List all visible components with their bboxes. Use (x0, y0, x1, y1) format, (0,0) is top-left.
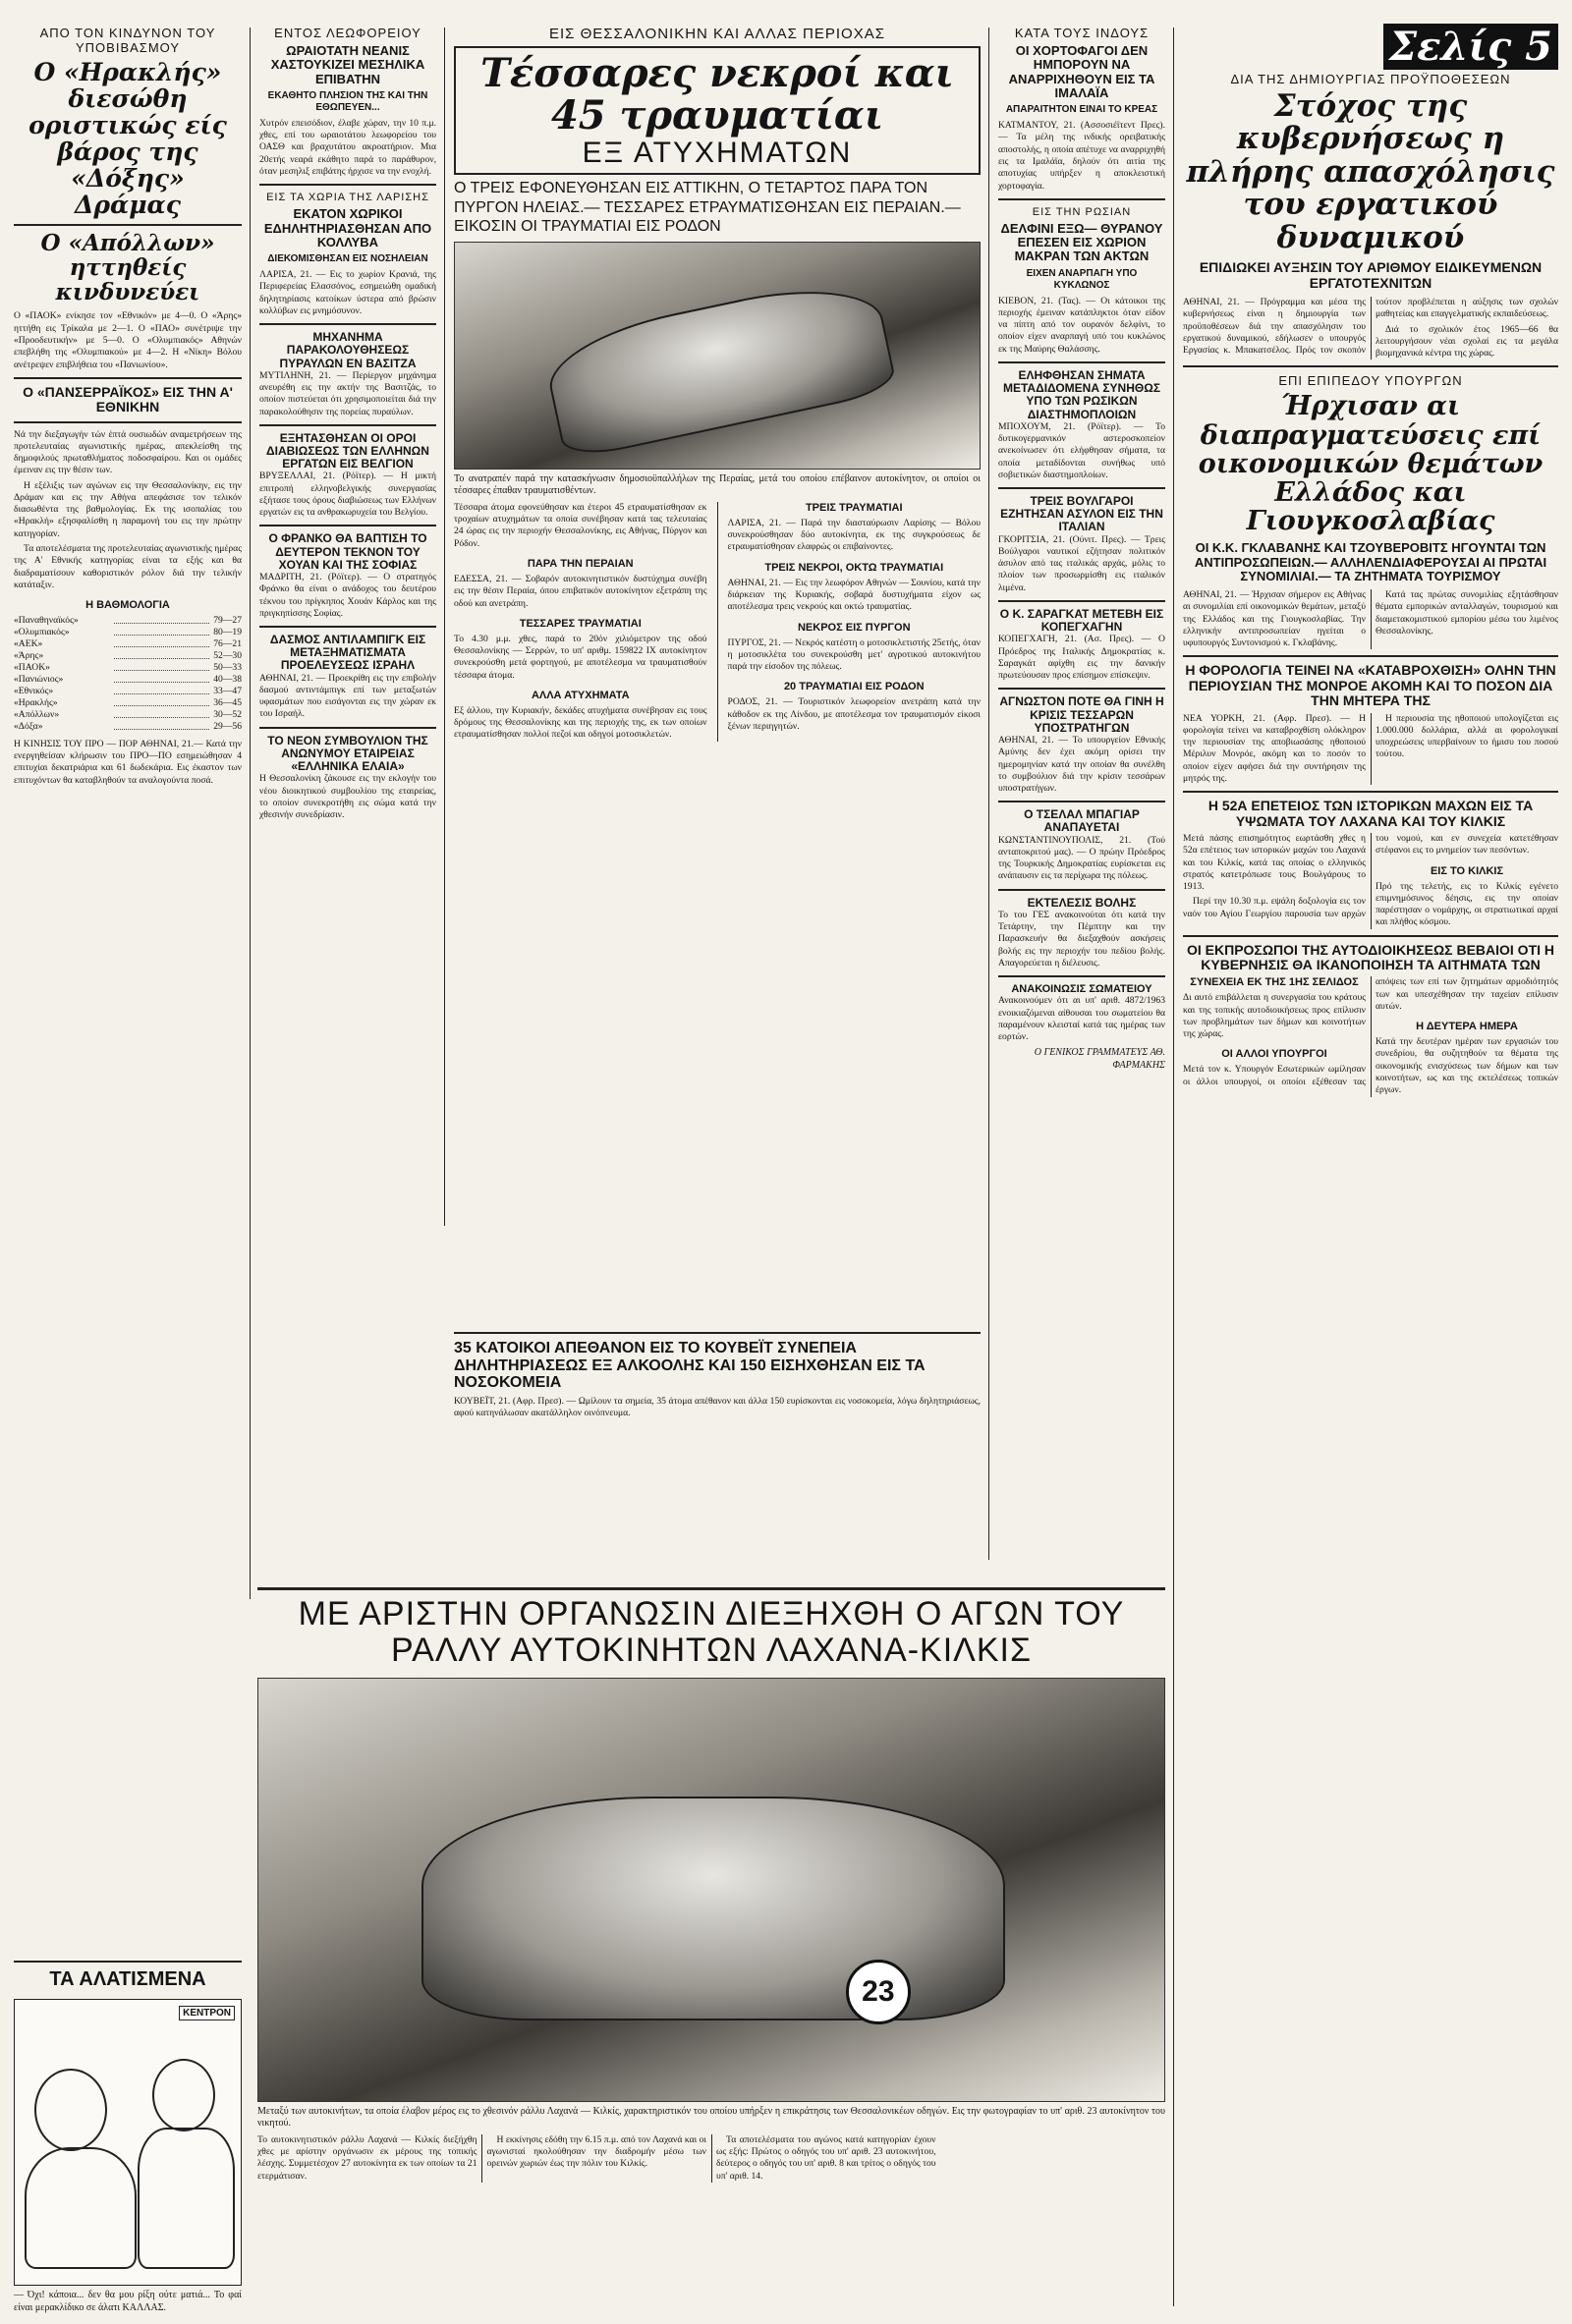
accidents-body: ΡΟΔΟΣ, 21. — Τουριστικόν λεωφορείον ανετράπη κατά την κάθοδον εκ της Λίνδου, με αποτέλεσμα τον τραυματισμόν είκοσι ξένων περιηγητών. (727, 696, 981, 732)
franco-body: ΜΑΔΡΙΤΗ, 21. (Ρόϊτερ). — Ο στρατηγός Φράνκο θα είναι ο ανάδοχος του δευτέρου τέκνου του πρίγκηπος Χουάν Κάρλος και της πριγκηπίσσης Σοφίας. (259, 571, 436, 619)
sports-body: Η εξέλιξις των αγώνων εις την Θεσσαλονίκην, εις την Δράμαν και εις την Αθήνα απεφάσισε τον τελικόν διασωθέντα της βαθμολογίας. Εκ της ισοπαλίας του «Ηρακλή» εξησφαλίσθη η παραμονή του εις την πρώτην κατηγορίαν. (14, 479, 242, 539)
india-kicker: ΚΑΤΑ ΤΟΥΣ ΙΝΔΟΥΣ (1014, 26, 1150, 40)
saragat-body: ΚΟΠΕΓΧΑΓΗ, 21. (Ασ. Πρες). — Ο Πρόεδρος της Ιταλικής Δημοκρατίας κ. Σαραγκάτ αφίχθη εις την δανικήν πρωτεύουσαν προς επίσημον επίσκεψιν. (998, 634, 1165, 682)
divider (1183, 791, 1558, 793)
divider (998, 688, 1165, 690)
accidents-body: Εξ άλλου, την Κυριακήν, δεκάδες ατυχήματα συνέβησαν εις τους δρόμους της Θεσσαλονίκης και της περιοχής της, εκ των οποίων ετραυματίσθησαν πολλοί πεζοί και οδηγοί μοτοσικλετών. (454, 704, 707, 741)
rally-headline: ΜΕ ΑΡΙΣΤΗΝ ΟΡΓΑΝΩΣΙΝ ΔΙΕΞΗΧΘΗ Ο ΑΓΩΝ ΤΟΥ ΡΑΛΛΥ ΑΥΤΟΚΙΝΗΤΩΝ ΛΑΧΑΝΑ-ΚΙΛΚΙΣ (298, 1595, 1125, 1670)
team-name: «Άρης» (14, 650, 44, 661)
rally-car (421, 1797, 1005, 2020)
second-day-subhead: Η ΔΕΥΤΕΡΑ ΗΜΕΡΑ (1416, 1021, 1518, 1033)
larissa-kicker: ΕΙΣ ΤΑ ΧΩΡΙΑ ΤΗΣ ΛΑΡΙΣΗΣ (266, 192, 429, 204)
divider (998, 801, 1165, 802)
accident-photo-caption: Το ανατραπέν παρά την κατασκήνωσιν δημοσιοϋπαλλήλων της Περαίας, μετά του οποίου επέβαινον αυτοκίνητον, οι οποίοι οι τέσσαρες έπαθαν τραυματισθέντων. (454, 472, 981, 497)
bulgarians-body: ΓΚΟΡΙΤΣΙΑ, 21. (Ούνιτ. Πρες). — Τρεις Βούλγαροι ναυτικοί εζήτησαν πολιτικόν άσυλον από τας ιταλικάς αρχάς, μόλις το πλοίον των προσωρμίσθη εις ιταλικόν λιμένα. (998, 533, 1165, 593)
saragat-headline: Ο Κ. ΣΑΡΑΓΚΑΤ ΜΕΤΕΒΗ ΕΙΣ ΚΟΠΕΓΧΑΓΗΝ (999, 606, 1164, 635)
leader-dots (114, 615, 210, 624)
bayar-body: ΚΩΝΣΤΑΝΤΙΝΟΥΠΟΛΙΣ, 21. (Τού ανταποκριτού μας). — Ο πρώην Πρόεδρος της Τουρκικής Δημοκρατίας ευρίσκεται εις ανάπαυσιν εις τα περίχωρα της πόλεως. (998, 834, 1165, 882)
yugoslavia-deck: ΟΙ Κ.Κ. ΓΚΛΑΒΑΝΗΣ ΚΑΙ ΤΖΟΥΒΕΡΟΒΙΤΣ ΗΓΟΥΝΤΑΙ ΤΩΝ ΑΝΤΙΠΡΟΣΩΠΕΙΩΝ.— ΑΛΛΗΛΕΝΔΙΑΦΕΡΟΥΣΑΙ ΑΙ ΠΡΩΤΑΙ ΣΥΝΟΜΙΛΙΑΙ.— ΤΑ ΖΗΤΗΜΑΤΑ ΤΟΥΡΙΣΜΟΥ (1194, 540, 1547, 583)
divider (259, 626, 436, 628)
column-rule (444, 28, 445, 1226)
cartoon-figure-head (152, 2059, 215, 2131)
rally-body: Το αυτοκινητιστικόν ράλλυ Λαχανά — Κιλκίς διεξήχθη χθες με αρίστην οργάνωσιν εκ μέρους της τοπικής λέσχης. Συμμετέσχον 27 αυτοκίνητα εκ των οποίων τα 21 ετερμάτισαν. (257, 2133, 477, 2182)
employment-body: Διά το σχολικόν έτος 1965—66 θα λειτουργήσουν νέαι σχολαί εις τα μεγάλα βιομηχανικά κέντρα της χώρας. (1376, 323, 1558, 360)
accidents-headline-box (454, 46, 981, 175)
rally-caption: Μεταξύ των αυτοκινήτων, τα οποία έλαβον μέρος εις το χθεσινόν ράλλυ Λαχανά — Κιλκίς, χαρακτηριστικόν του οποίου υπήρξεν η επικράτησις των Θεσσαλονικέων οδηγών. Εις την φωτογραφίαν το υπ' αριθ. 23 αυτοκίνητον του νικητού. (257, 2105, 1165, 2130)
column-rule (250, 28, 251, 1599)
standings-row (14, 674, 242, 686)
divider (14, 377, 242, 379)
accidents-body: ΛΑΡΙΣΑ, 21. — Παρά την διασταύρωσιν Λαρίσης — Βόλου συνεκρούσθησαν δύο αυτοκίνητα, εκ της συγκρούσεως δε ετραυματίσθησαν ελαφρώς οι επιβαίνοντες. (727, 517, 981, 553)
anniversary-body: Πρό της τελετής, εις το Κιλκίς εγένετο επιμνημόσυνος δέησις, εις την οποίαν παρέστησαν ο νομάρχης, οι στρατιωτικαί αρχαί και πλήθος κόσμου. (1376, 880, 1558, 928)
dolphin-headline: ΔΕΛΦΙΝΙ ΕΞΩ— ΘΥΡΑΝΟΥ ΕΠΕΣΕΝ ΕΙΣ ΧΩΡΙΟΝ ΜΑΚΡΑΝ ΤΩΝ ΑΚΤΩΝ (1000, 220, 1163, 264)
accident-photo (454, 242, 981, 470)
accidents-col-b (728, 502, 982, 742)
team-goals: 76—21 (213, 638, 242, 650)
team-name: «Πανιώνιος» (14, 673, 64, 685)
accidents-deck: Ο ΤΡΕΙΣ ΕΦΟΝΕΥΘΗΣΑΝ ΕΙΣ ΑΤΤΙΚΗΝ, Ο ΤΕΤΑΡΤΟΣ ΠΑΡΑ ΤΟΝ ΠΥΡΓΟΝ ΗΛΕΙΑΣ.— ΤΕΣΣΑΡΕΣ ΕΤΡΑΥΜΑΤΙΣΘΗΣΑΝ ΕΙΣ ΠΕΡΑΙΑΝ.— ΕΙΚΟΣΙΝ ΟΙ ΤΡΑΥΜΑΤΙΑΙ ΕΙΣ ΡΟΔΟΝ (454, 180, 961, 235)
apollon-headline: Ο «Απόλλων» ηττηθείς κινδυνεύει (40, 230, 215, 305)
leader-dots (114, 721, 210, 730)
divider (998, 487, 1165, 489)
leader-dots (114, 662, 210, 671)
peraia-subhead: ΠΑΡΑ ΤΗΝ ΠΕΡΑΙΑΝ (527, 558, 634, 570)
union-notice-body: Ανακοινούμεν ότι αι υπ' αριθ. 4872/1963 ενοικιαζόμεναι αίθουσαι του σωματείου θα παραμένουν κλεισταί κατά τας ημέρας των εορτών. (998, 995, 1165, 1043)
rally-car-number: 23 (846, 1960, 911, 2024)
accidents-body: Το 4.30 μ.μ. χθες, παρά το 20όν χιλιόμετρον της οδού Θεσσαλονίκης — Σερρών, το υπ' αριθμ. 159822 ΙΧ αυτοκίνητον συνεκρούσθη μετά φορτηγού, με αποτέλεσμα να τραυματισθούν τέσσαρα άτομα. (454, 633, 707, 681)
team-goals: 40—38 (213, 673, 242, 685)
standings-row (14, 721, 242, 733)
pyrgos-subhead: ΝΕΚΡΟΣ ΕΙΣ ΠΥΡΓΟΝ (797, 621, 911, 634)
monroe-headline: Η ΦΟΡΟΛΟΓΙΑ ΤΕΙΝΕΙ ΝΑ «ΚΑΤΑΒΡΟΧΘΙΣΗ» ΟΛΗΝ ΤΗΝ ΠΕΡΙΟΥΣΙΑΝ ΤΗΣ ΜΟΝΡΟΕ ΑΚΟΜΗ ΚΑΙ ΤΟ ΠΟΣΟΝ ΔΙΑ ΤΗΝ ΜΗΤΕΡΑ ΤΗΣ (1185, 662, 1556, 709)
rally-text (257, 2134, 1165, 2183)
standings-row (14, 697, 242, 709)
bulgarians-headline: ΤΡΕΙΣ ΒΟΥΛΓΑΡΟΙ ΕΖΗΤΗΣΑΝ ΑΣΥΛΟΝ ΕΙΣ ΤΗΝ ΙΤΑΛΙΑΝ (1000, 494, 1163, 534)
sports-body: Η ΚΙΝΗΣΙΣ ΤΟΥ ΠΡΟ — ΠΟΡ ΑΘΗΝΑΙ, 21.— Κατά την ενεργηθείσαν κλήρωσιν του ΠΡΟ—ΠΟ εσημειώθησαν 4 επιτυχίαι δεκατριάρια και 61 δωδεκάρια. Εις έκαστον των επιτυχόντων θα καταβληθούν τα αναλογούντα ποσά. (14, 738, 242, 786)
divider (259, 727, 436, 729)
cartoon-signature: ΚΕΝΤΡΟΝ (179, 2006, 235, 2020)
three-dead-subhead: ΤΡΕΙΣ ΝΕΚΡΟΙ, ΟΚΤΩ ΤΡΑΥΜΑΤΙΑΙ (764, 561, 944, 574)
team-name: «Δόξα» (14, 720, 43, 732)
poisoning-body: ΛΑΡΙΣΑ, 21. — Εις το χωρίον Κρανιά, της Περιφερείας Ελασσόνος, εσημειώθη ομαδική δηλητηρίασις κατοίκων ύστερα από βρώσιν κολλύβων εις μνημόσυνον. (259, 269, 436, 316)
column-politics (1183, 24, 1558, 1097)
cartoon-figure-body (138, 2128, 235, 2269)
column-rule (1173, 28, 1174, 2306)
panserraikos-subhead: Ο «ΠΑΝΣΕΡΡΑΪΚΟΣ» ΕΙΣ ΤΗΝ Α' ΕΘΝΙΚΗΝ (23, 383, 233, 415)
russia-kicker: ΕΙΣ ΤΗΝ ΡΩΣΙΑΝ (1032, 205, 1132, 218)
standings-row (14, 627, 242, 638)
leader-dots (114, 697, 210, 706)
monroe-body: Η περιουσία της ηθοποιού υπολογίζεται εις 1.000.000 δολλάρια, αλλά αι φορολογικαί υποχρεώσεις υπερβαίνουν το ήμισυ του ποσού τούτου. (1376, 712, 1558, 760)
page-number-logo: Σελίς 5 (1383, 24, 1558, 70)
sports-intro: Ο «ΠΑΟΚ» ενίκησε τον «Εθνικόν» με 4—0. Ο «Άρης» ηττήθη εις Τρίκαλα με 2—1. Ο «ΠΑΟ» συνέτριψε την «Προοδευτικήν» με 5—0. Ο «Ολυμπιακός» Αθηνών επεβλήθη της «Ολυμπιακού» με 4—2. Η «Νίκη» Βόλου ανέτρεψεν επιβλήθεια του «Πανιωνίου». (14, 310, 242, 370)
belgium-headline: ΕΞΗΤΑΣΘΗΣΑΝ ΟΙ ΟΡΟΙ ΔΙΑΒΙΩΣΕΩΣ ΤΩΝ ΕΛΛΗΝΩΝ ΕΡΓΑΤΩΝ ΕΙΣ ΒΕΛΓΙΟΝ (266, 430, 429, 471)
accidents-col-a (454, 502, 707, 742)
employment-body: ΑΘΗΝΑΙ, 21. — Πρόγραμμα και μέσα της κυβερνήσεως είναι η δημιουργία των προϋποθέσεων διά την απασχόλησιν του εργατικού δυναμικού, εδήλωσεν ο υπουργός Εργασίας κ. Μπακατσέλος. Πρός τον σκοπόν τούτον προβλέπεται η αύξησις των σχολών μαθητείας και επαγγελματικής εκπαιδεύσεως. (1183, 297, 1558, 357)
cartoon-caption: — Όχι! κάποια... δεν θα μου ρίξη ούτε ματιά... Το φαί είναι μερακλίδικο σε άλατι ΚΑΛΛΑΣ. (14, 2290, 242, 2313)
local-govt-body: Κατά την δευτέραν ημέραν των εργασιών του συνεδρίου, θα συζητηθούν τα θέματα της οικονομικής ενισχύσεως των δήμων και των κοινοτήτων, ως και της εκτελέσεως τοπικών έργων. (1376, 1036, 1558, 1096)
accidents-body: ΕΔΕΣΣΑ, 21. — Σοβαρόν αυτοκινητιστικόν δυστύχημα συνέβη εις την θέσιν Περαία, όπου επιβατικόν αυτοκίνητον εξετράπη της οδού και ανετράπη. (454, 574, 707, 609)
dolphin-body: ΚΙΕΒΟΝ, 21. (Τας). — Οι κάτοικοι της περιοχής έμειναν κατάπληκτοι όταν είδον να πίπτη από τον ουρανόν δελφίνι, το οποίον είχεν αναρπαγή υπό του κυκλώνος εκ της Μαύρης Θαλάσσης. (998, 295, 1165, 355)
anniversary-body: Περί την 10.30 π.μ. εψάλη δοξολογία εις τον ναόν του Αγίου Γεωργίου παρουσία των αρχών του νομού, και εν συνεχεία κατετέθησαν στέφανοι εις το μνημείον των πεσόντων. (1183, 833, 1558, 919)
accidents-kicker: ΕΙΣ ΘΕΣΣΑΛΟΝΙΚΗΝ ΚΑΙ ΑΛΛΑΣ ΠΕΡΙΟΧΑΣ (548, 26, 885, 42)
column-rule (717, 502, 718, 742)
rally-story (257, 1581, 1165, 2183)
monroe-text (1183, 713, 1558, 786)
team-name: «ΑΕΚ» (14, 638, 43, 650)
local-govt-text (1183, 976, 1558, 1096)
lachanas-anniversary-headline: Η 52Α ΕΠΕΤΕΙΟΣ ΤΩΝ ΙΣΤΟΡΙΚΩΝ ΜΑΧΩΝ ΕΙΣ ΤΑ ΥΨΩΜΑΤΑ ΤΟΥ ΛΑΧΑΝΑ ΚΑΙ ΤΟΥ ΚΙΛΚΙΣ (1207, 798, 1534, 829)
accidents-headline: Τέσσαρες νεκροί και 45 τραυματίαι (480, 50, 954, 139)
team-name: «Παναθηναϊκός» (14, 615, 79, 627)
union-signature: Ο ΓΕΝΙΚΟΣ ΓΡΑΜΜΑΤΕΥΣ ΑΘ. ΦΑΡΜΑΚΗΣ (1034, 1047, 1165, 1071)
bus-body: Χυτρόν επεισόδιον, έλαβε χώραν, την 10 π.μ. χθες, επί του ωραιοτάτου λεωφορείου του ΟΑΣΘ και βραχυτάτου ακροατήριον. Μια 20ετής νεαρά εκάθητο παρά το παράθυρον, όταν μεσηλιξ επιβάτης ήρχισε να την ενοχλή. (259, 117, 436, 177)
four-injured-subhead: ΤΕΣΣΑΡΕΣ ΤΡΑΥΜΑΤΙΑΙ (519, 617, 642, 630)
leader-dots (114, 686, 210, 694)
divider (1183, 935, 1558, 937)
rocket-headline: ΜΗΧΑΝΗΜΑ ΠΑΡΑΚΟΛΟΥΘΗΣΕΩΣ ΠΥΡΑΥΛΩΝ ΕΝ ΒΑΣΙΤΖΑ (279, 330, 417, 370)
rally-body: Η εκκίνησις εδόθη την 6.15 π.μ. από τον Λαχανά και οι αγωνισταί ηκολούθησαν την διαδρομήν μέσω των ορεινών χωριών έως την πόλιν του Κιλκίς. (486, 2133, 706, 2170)
cartoon-box (14, 1955, 242, 2318)
kuwait-body: ΚΟΥΒΕΪΤ, 21. (Αφρ. Πρεσ). — Ωμίλουν τα σημεία, 35 άτομα απέθανον και άλλα 150 ευρίσκονται εις νοσοκομεία, λόγω δηλητηριάσεως, αφού κατηνάλωσαν ακατάλληλον οινόπνευμα. (454, 1395, 981, 1419)
divider (14, 1961, 242, 1963)
local-govt-headline: ΟΙ ΕΚΠΡΟΣΩΠΟΙ ΤΗΣ ΑΥΤΟΔΙΟΙΚΗΣΕΩΣ ΒΕΒΑΙΟΙ ΟΤΙ Η ΚΥΒΕΡΝΗΣΙΣ ΘΑ ΙΚΑΝΟΠΟΙΗΣΗ ΤΑ ΑΙΤΗΜΑΤΑ ΤΩΝ (1186, 941, 1555, 972)
generals-body: ΑΘΗΝΑΙ, 21. — Το υπουργείον Εθνικής Αμύνης δεν έχει ακόμη ορίσει την ημερομηνίαν κατά την οποίαν θα συνέλθη το συμβούλιον διά την κρίσιν τεσσάρων υποστρατήγων. (998, 734, 1165, 795)
rocket-body: ΜΥΤΙΛΗΝΗ, 21. — Περίεργον μηχάνημα ανευρέθη εις την ακτήν της Βασιτζάς, το οποίον πιστεύεται ότι χρησιμοποιείται διά την παρακολούθησιν της πορείας πυραύλων. (259, 369, 436, 417)
team-goals: 29—56 (213, 720, 242, 732)
monroe-body: ΝΕΑ ΥΟΡΚΗ, 21. (Αφρ. Πρεσ). — Η φορολογία τείνει να καταβροχθίση ολόκληρον την περιουσίαν της αποβιωσάσης ηθοποιού Μέριλυν Μονρόε, ακόμη και το ποσόν το οποίον είχεν αφήσει διά την συντήρησιν της μητρός της. (1183, 712, 1366, 784)
sports-body: Νά την διεξαγωγήν τών έπτά ουσιωδών αναμετρήσεων της προτελευταίας αγωνιστικής ημέρας, απεκλείσθη της δημοφιλούς πρωταθλήματος ποδοσφαίρου. Και οι ομάδες έμειναν εις την θέσιν των. (14, 428, 242, 476)
firing-headline: ΕΚΤΕΛΕΣΙΣ ΒΟΛΗΣ (1027, 895, 1137, 910)
local-govt-body: Δι αυτό επιβάλλεται η συνεργασία του κράτους και της τοπικής αυτοδιοικήσεως προς επίλυσιν των προβλημάτων των δήμων και κοινοτήτων της χώρας. (1183, 992, 1366, 1040)
signals-headline: ΕΛΗΦΘΗΣΑΝ ΣΗΜΑΤΑ ΜΕΤΑΔΙΔΟΜΕΝΑ ΣΥΝΗΘΩΣ ΥΠΟ ΤΩΝ ΡΩΣΙΚΩΝ ΔΙΑΣΤΗΜΟΠΛΟΙΩΝ (1002, 368, 1161, 421)
accidents-body: Τέσσαρα άτομα εφονεύθησαν και έτεροι 45 ετραυματίσθησαν εκ τροχαίων ατυχημάτων τα οποία συνέβησαν κατά τας τελευταίας 24 ώρας εις την περιοχήν Θεσσαλονίκης, εις Αθήνας, Πύργον και Ρόδον. (454, 501, 707, 549)
other-accidents-subhead: ΑΛΛΑ ΑΤΥΧΗΜΑΤΑ (531, 689, 630, 701)
employment-deck: ΕΠΙΔΙΩΚΕΙ ΑΥΞΗΣΙΝ ΤΟΥ ΑΡΙΘΜΟΥ ΕΙΔΙΚΕΥΜΕΝΩΝ ΕΡΓΑΤΟΤΕΧΝΙΤΩΝ (1199, 259, 1543, 291)
anniversary-body: Μετά πάσης επισημότητος εωρτάσθη χθες η 52α επέτειος των ιστορικών μαχών του Λαχανά και του Κιλκίς, κατά τας οποίας ο ελληνικός στρατός κατετρόπωσε τους Βουλγάρους το 1913. (1183, 833, 1366, 893)
divider (1183, 365, 1558, 367)
anniversary-text (1183, 833, 1558, 929)
heraklis-headline: Ο «Ηρακλής» διεσώθη οριστικώς είς βάρος της «Δόξης» Δράμας (28, 58, 227, 219)
leader-dots (114, 650, 210, 659)
dolphin-subhead: ΕΙΧΕΝ ΑΝΑΡΠΑΓΗ ΥΠΟ ΚΥΚΛΩΝΟΣ (1026, 267, 1138, 291)
franco-headline: Ο ΦΡΑΝΚΟ ΘΑ ΒΑΠΤΙΣΗ ΤΟ ΔΕΥΤΕΡΟΝ ΤΕΚΝΟΝ ΤΟΥ ΧΟΥΑΝ ΚΑΙ ΤΗΣ ΣΟΦΙΑΣ (268, 531, 427, 572)
team-name: «ΠΑΟΚ» (14, 661, 50, 673)
standings-table (14, 615, 242, 733)
cartoon-figure-head (34, 2069, 107, 2151)
leader-dots (114, 638, 210, 647)
employment-kicker: ΔΙΑ ΤΗΣ ΔΗΜΙΟΥΡΓΙΑΣ ΠΡΟΫΠΟΘΕΣΕΩΝ (1230, 72, 1511, 86)
poisoning-subhead: ΔΙΕΚΟΜΙΣΘΗΣΑΝ ΕΙΣ ΝΟΣΗΛΕΙΑΝ (267, 253, 428, 265)
vegetarian-headline: ΟΙ ΧΟΡΤΟΦΑΓΟΙ ΔΕΝ ΗΜΠΟΡΟΥΝ ΝΑ ΑΝΑΡΡΙΧΗΘΟΥΝ ΕΙΣ ΤΑ ΙΜΑΛΑΪΑ (1008, 43, 1155, 100)
employment-headline: Στόχος της κυβερνήσεως η πλήρης απασχόλησις του εργατικού δυναμικού (1186, 88, 1555, 255)
firing-body: Το του ΓΕΣ ανακοινούται ότι κατά την Τετάρτην, την Πέμπτην και την Παρασκευήν θα διεξαχθούν ασκήσεις βολής εις την περιοχήν του πεδίου βολής. Απαγορεύεται η διέλευσις. (998, 909, 1165, 968)
team-goals: 79—27 (213, 615, 242, 627)
page-logo-wrap (1183, 24, 1558, 70)
yugoslavia-headline: Ήρχισαν αι διαπραγματεύσεις επί οικονομικών θεμάτων Ελλάδος και Γιουγκοσλαβίας (1198, 391, 1544, 537)
divider (257, 1587, 1165, 1590)
standings-title: Η ΒΑΘΜΟΛΟΓΙΑ (85, 599, 170, 612)
leader-dots (114, 627, 210, 636)
divider (998, 975, 1165, 977)
team-name: «Ηρακλής» (14, 696, 58, 708)
column-briefs (259, 24, 436, 821)
divider (259, 184, 436, 186)
standings-row (14, 650, 242, 662)
vegetarian-subhead: ΑΠΑΡΑΙΤΗΤΟΝ ΕΙΝΑΙ ΤΟ ΚΡΕΑΣ (1005, 104, 1158, 116)
cartoon-title: ΤΑ ΑΛΑΤΙΣΜΕΝΑ (49, 1968, 206, 1990)
divider (259, 323, 436, 325)
yugoslavia-body: ΑΘΗΝΑΙ, 21. — Ήρχισαν σήμερον εις Αθήνας αι συνομιλίαι επί οικονομικών θεμάτων, μεταξύ της Ελλάδος και της Γιουγκοσλαβίας. Την ελληνικήν αντιπροσωπείαν ηγείται ο υφυπουργός Συντονισμού κ. Γκλαβάνης. (1183, 589, 1366, 649)
bus-subhead: ΕΚΑΘΗΤΟ ΠΛΗΣΙΟΝ ΤΗΣ ΚΑΙ ΤΗΝ ΕΘΩΠΕΥΕΝ... (267, 89, 428, 113)
divider (998, 198, 1165, 200)
bayar-headline: Ο ΤΣΕΛΑΛ ΜΠΑΓΙΑΡ ΑΝΑΠΑΥΕΤΑΙ (1024, 807, 1140, 835)
signals-body: ΜΠΟΧΟΥΜ, 21. (Ρόϊτερ). — Το δυτικογερμανικόν αστεροσκοπείον ανεκοίνωσεν ότι ελήφθησαν σήματα, τα οποία μεταδίδονται συνήθως υπό σοβιετικών διαστημοπλοίων. (998, 420, 1165, 480)
accidents-columns (454, 502, 981, 742)
kuwait-story (454, 1326, 981, 1419)
bus-kicker: ΕΝΤΟΣ ΛΕΩΦΟΡΕΙΟΥ (274, 26, 421, 40)
bus-headline: ΩΡΑΙΟΤΑΤΗ ΝΕΑΝΙΣ ΧΑΣΤΟΥΚΙΖΕΙ ΜΕΣΗΛΙΚΑ ΕΠΙΒΑΤΗΝ (270, 43, 425, 86)
standings-row (14, 662, 242, 674)
cartoon-figure-body (25, 2147, 137, 2269)
divider (259, 424, 436, 426)
kuwait-headline: 35 ΚΑΤΟΙΚΟΙ ΑΠΕΘΑΝΟΝ ΕΙΣ ΤΟ ΚΟΥΒΕΪΤ ΣΥΝΕΠΕΙΑ ΔΗΛΗΤΗΡΙΑΣΕΩΣ ΕΞ ΑΛΚΟΟΛΗΣ ΚΑΙ 150 ΕΙΣΗΧΘΗΣΑΝ ΕΙΣ ΤΑ ΝΟΣΟΚΟΜΕΙΑ (454, 1340, 926, 1392)
belgium-body: ΒΡΥΞΕΛΛΑΙ, 21. (Ρόϊτερ). — Η μικτή επιτροπή ελληνοβελγικής συνεργασίας εξήτασε τους όρους διαβιώσεως των Ελλήνων εργατών εις τα ανθρακωρυχεία του Βελγίου. (259, 470, 436, 519)
leader-dots (114, 709, 210, 718)
divider (259, 525, 436, 526)
sports-body: Τα αποτελέσματα της προτελευταίας αγωνιστικής ημέρας της Α' Εθνικής κατηγορίας είναι τα εξής και θα διαδραματίσουν καθοριστικόν ρόλον διά την τελικήν κατάταξιν. (14, 542, 242, 590)
yugoslavia-text (1183, 589, 1558, 649)
standings-row (14, 615, 242, 627)
team-goals: 36—45 (213, 696, 242, 708)
kilkis-subhead: ΕΙΣ ΤΟ ΚΙΛΚΙΣ (1430, 864, 1504, 877)
union-notice-headline: ΑΝΑΚΟΙΝΩΣΙΣ ΣΩΜΑΤΕΙΟΥ (1011, 983, 1152, 996)
dumping-body: ΑΘΗΝΑΙ, 21. — Προεκρίθη εις την επιβολήν δασμού αντιντάμπιγκ επί των μεταξωτών υφασμάτων που εισάγονται εις την χώραν εκ του Ισραήλ. (259, 672, 436, 720)
continuation-note: ΣΥΝΕΧΕΙΑ ΕΚ ΤΗΣ 1ΗΣ ΣΕΛΙΔΟΣ (1190, 976, 1359, 989)
divider (14, 421, 242, 423)
dumping-headline: ΔΑΣΜΟΣ ΑΝΤΙΛΑΜΠΙΓΚ ΕΙΣ ΜΕΤΑΞΗΜΑΤΙΣΜΑΤΑ ΠΡΟΕΛΕΥΣΕΩΣ ΙΣΡΑΗΛ (269, 633, 426, 673)
team-goals: 30—52 (213, 708, 242, 720)
divider (998, 361, 1165, 363)
divider (14, 224, 242, 226)
board-body: Η Θεσσαλονίκη ζάκουσε εις την εκλογήν του νέου διοικητικού συμβουλίου της εταιρείας, το οποίον συνεκροτήθη εις σώμα κατά την χθεσινήν συνεδρίασιν. (259, 773, 436, 821)
divider (998, 889, 1165, 891)
sports-kicker: ΑΠΟ ΤΟΝ ΚΙΝΔΥΝΟΝ ΤΟΥ ΥΠΟΒΙΒΑΣΜΟΥ (39, 26, 216, 55)
column-rule (988, 28, 989, 1560)
board-headline: ΤΟ ΝΕΟΝ ΣΥΜΒΟΥΛΙΟΝ ΤΗΣ ΑΝΩΝΥΜΟΥ ΕΤΑΙΡΕΙΑΣ «ΕΛΛΗΝΙΚΑ ΕΛΑΙΑ» (267, 733, 428, 774)
divider (454, 1332, 981, 1334)
team-goals: 80—19 (213, 627, 242, 638)
team-name: «Απόλλων» (14, 708, 60, 720)
column-accidents (454, 24, 981, 742)
local-govt-body: Μετά τον κ. Υπουργόν Εσωτερικών ωμίλησαν οι άλλοι υπουργοί, οι οποίοι εξέθεσαν τας απόψεις των επί των ζητημάτων αρμοδιότητός των και υπεσχέθησαν την ταχείαν επίλυσιν αυτών. (1183, 976, 1558, 1087)
rally-photo (257, 1678, 1165, 2102)
yugoslavia-kicker: ΕΠΙ ΕΠΙΠΕΔΟΥ ΥΠΟΥΡΓΩΝ (1278, 373, 1463, 389)
accidents-body: ΑΘΗΝΑΙ, 21. — Εις την λεωφόρον Αθηνών — Σουνίου, κατά την διάρκειαν της Κυριακής, σοβαρά δυστυχήματα είχον ως αποτέλεσμα τρεις νεκρούς και οκτώ τραυματίας. (727, 577, 981, 613)
team-goals: 33—47 (213, 685, 242, 696)
standings-row (14, 686, 242, 697)
team-goals: 50—33 (213, 661, 242, 673)
accidents-headline-2: ΕΞ ΑΤΥΧΗΜΑΤΩΝ (582, 137, 853, 170)
team-goals: 52—30 (213, 650, 242, 661)
rally-body: Τα αποτελέσματα του αγώνος κατά κατηγορίαν έχουν ως εξής: Πρώτος ο οδηγός του υπ' αριθ. 23 αυτοκινήτου, δεύτερος ο οδηγός του υπ' αριθ. 8 και τρίτος ο οδηγός του υπ' αριθ. 14. (716, 2133, 936, 2182)
team-name: «Ολυμπιακός» (14, 627, 70, 638)
leader-dots (114, 674, 210, 683)
vegetarian-body: ΚΑΤΜΑΝΤΟΥ, 21. (Ασσοσιέϊτεντ Πρες). — Τα μέλη της ινδικής ορειβατικής αποστολής, η οποία απέτυχε να αναρριχηθή εις τα Ιμαλάϊα, δηλούν ότι αιτία της αποτυχίας υπήρξεν η αποκλειστική χορτοφαγία. (998, 120, 1165, 192)
standings-row (14, 638, 242, 650)
column-world (998, 24, 1165, 1076)
divider (1183, 655, 1558, 657)
team-name: «Εθνικός» (14, 685, 54, 696)
employment-text (1183, 297, 1558, 360)
rhodes-subhead: 20 ΤΡΑΥΜΑΤΙΑΙ ΕΙΣ ΡΟΔΟΝ (783, 681, 925, 693)
column-sports (14, 24, 242, 787)
standings-row (14, 709, 242, 721)
generals-headline: ΑΓΝΩΣΤΟΝ ΠΟΤΕ ΘΑ ΓΙΝΗ Η ΚΡΙΣΙΣ ΤΕΣΣΑΡΩΝ ΥΠΟΣΤΡΑΤΗΓΩΝ (999, 694, 1164, 735)
other-ministers-subhead: ΟΙ ΑΛΛΟΙ ΥΠΟΥΡΓΟΙ (1221, 1048, 1327, 1061)
poisoning-headline: ΕΚΑΤΟΝ ΧΩΡΙΚΟΙ ΕΔΗΛΗΤΗΡΙΑΣΘΗΣΑΝ ΑΠΟ ΚΟΛΛΥΒΑ (263, 206, 432, 249)
three-injured-subhead: ΤΡΕΙΣ ΤΡΑΥΜΑΤΙΑΙ (805, 501, 903, 514)
overturned-car (540, 272, 898, 462)
yugoslavia-body: Κατά τας πρώτας συνομιλίας εξητάσθησαν θέματα εμπορικών ανταλλαγών, τουρισμού και διαμετακομιστικού εμπορίου μέσω του λιμένος Θεσσαλονίκης. (1376, 589, 1558, 636)
divider (998, 600, 1165, 602)
accidents-body: ΠΥΡΓΟΣ, 21. — Νεκρός κατέστη ο μοτοσικλετιστής 25ετής, όταν η μοτοσικλέτα του συνεκρούσθη μετ' αγροτικού αυτοκινήτου παρά την είσοδον της πόλεως. (727, 636, 981, 673)
cartoon-drawing (14, 1999, 242, 2286)
